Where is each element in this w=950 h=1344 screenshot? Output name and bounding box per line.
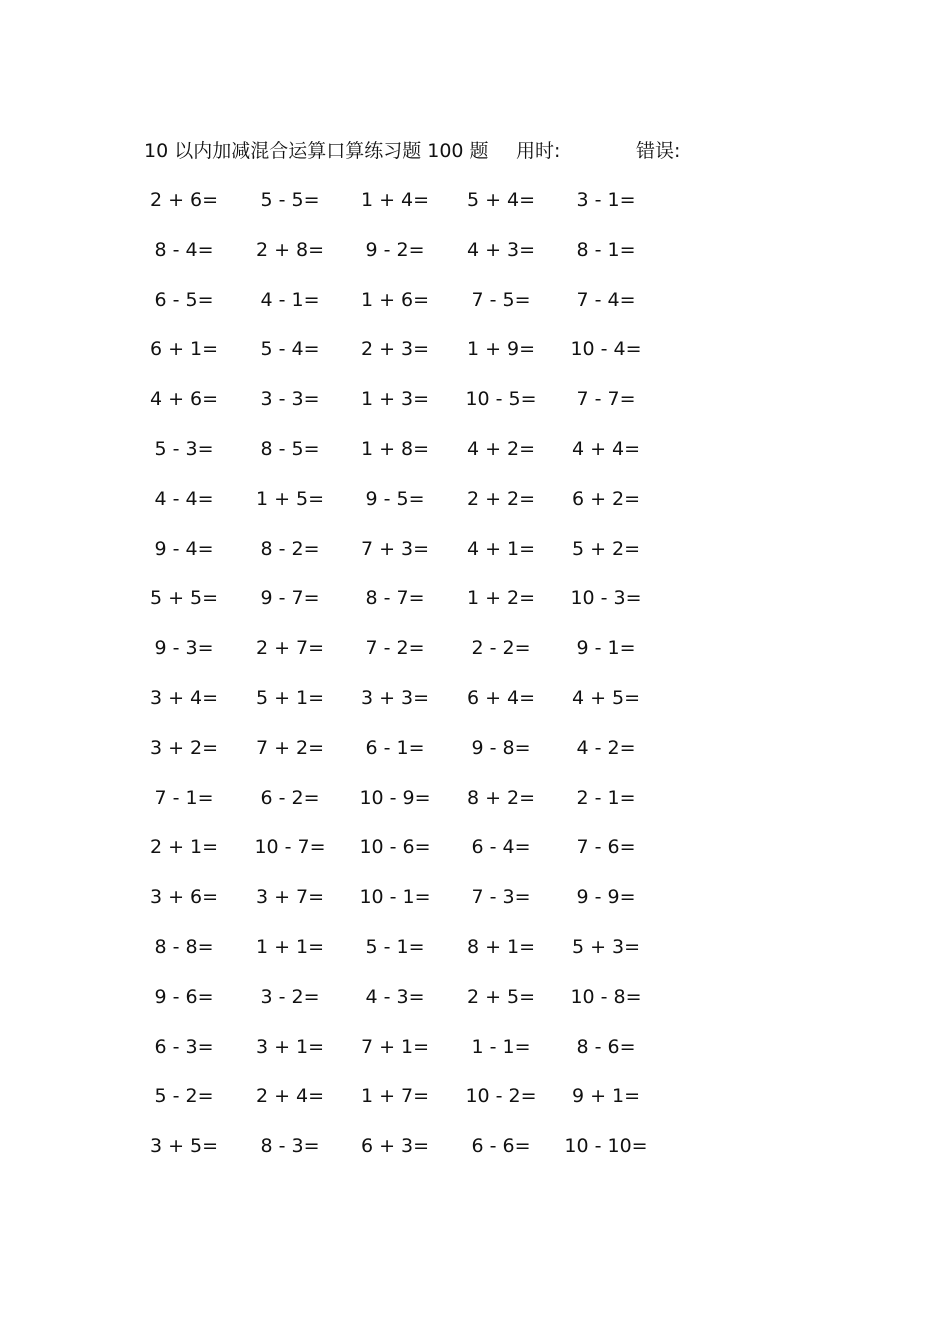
problem-row bbox=[0, 683, 950, 733]
math-problem: 9 - 6= bbox=[154, 985, 214, 1008]
math-problem: 10 - 2= bbox=[465, 1085, 537, 1108]
math-problem: 2 + 1= bbox=[149, 836, 219, 859]
math-problem: 10 - 10= bbox=[564, 1135, 648, 1158]
math-problem: 8 - 1= bbox=[576, 238, 636, 261]
math-problem: 7 - 1= bbox=[154, 786, 214, 809]
math-problem: 5 + 3= bbox=[571, 935, 641, 958]
math-problem: 9 - 4= bbox=[154, 537, 214, 560]
math-problem: 6 + 4= bbox=[466, 686, 536, 709]
math-problem: 2 + 7= bbox=[255, 637, 325, 660]
math-problem: 8 - 6= bbox=[576, 1035, 636, 1058]
math-problem: 8 - 7= bbox=[365, 587, 425, 610]
math-problem: 4 - 3= bbox=[365, 985, 425, 1008]
math-problem: 10 - 7= bbox=[254, 836, 326, 859]
worksheet-header bbox=[0, 136, 950, 166]
math-problem: 3 + 1= bbox=[255, 1035, 325, 1058]
math-problem: 3 - 1= bbox=[576, 189, 636, 211]
math-problem: 5 - 3= bbox=[154, 437, 214, 460]
math-problem: 1 + 2= bbox=[466, 587, 536, 610]
problem-row bbox=[0, 484, 950, 534]
math-problem: 7 - 7= bbox=[576, 388, 636, 411]
math-problem: 3 + 7= bbox=[255, 886, 325, 909]
errors-label: 错误: bbox=[636, 140, 681, 162]
math-problem: 7 - 3= bbox=[471, 886, 531, 909]
problem-row bbox=[0, 235, 950, 285]
math-problem: 2 + 2= bbox=[466, 487, 536, 510]
problem-row bbox=[0, 1032, 950, 1082]
math-problem: 1 + 3= bbox=[360, 388, 430, 411]
math-problem: 9 - 9= bbox=[576, 886, 636, 909]
math-problem: 5 + 1= bbox=[255, 686, 325, 709]
problem-row bbox=[0, 783, 950, 833]
math-problem: 2 + 5= bbox=[466, 985, 536, 1008]
math-problem: 6 - 1= bbox=[365, 736, 425, 759]
problem-row bbox=[0, 1081, 950, 1131]
math-problem: 4 + 1= bbox=[466, 537, 536, 560]
math-problem: 2 + 8= bbox=[255, 238, 325, 261]
math-problem: 9 - 3= bbox=[154, 637, 214, 660]
math-problem: 6 - 6= bbox=[471, 1135, 531, 1158]
problem-row bbox=[0, 285, 950, 335]
math-problem: 7 - 6= bbox=[576, 836, 636, 859]
problem-row bbox=[0, 384, 950, 434]
problem-row bbox=[0, 185, 950, 235]
math-problem: 7 + 3= bbox=[360, 537, 430, 560]
math-problem: 8 - 2= bbox=[260, 537, 320, 560]
math-problem: 3 + 4= bbox=[149, 686, 219, 709]
math-problem: 6 + 1= bbox=[149, 338, 219, 361]
math-problem: 6 + 3= bbox=[360, 1135, 430, 1158]
math-problem: 9 - 1= bbox=[576, 637, 636, 660]
math-problem: 8 - 8= bbox=[154, 935, 214, 958]
time-used-label: 用时: bbox=[516, 140, 561, 162]
math-problem: 10 - 4= bbox=[570, 338, 642, 361]
math-problem: 5 - 2= bbox=[154, 1085, 214, 1108]
problem-row bbox=[0, 534, 950, 584]
math-problem: 5 + 5= bbox=[149, 587, 219, 610]
math-problem: 5 + 2= bbox=[571, 537, 641, 560]
problem-row bbox=[0, 832, 950, 882]
math-problem: 9 - 5= bbox=[365, 487, 425, 510]
math-problem: 9 - 7= bbox=[260, 587, 320, 610]
math-problem: 2 - 2= bbox=[471, 637, 531, 660]
worksheet-title: 10 以内加减混合运算口算练习题 100 题 bbox=[144, 140, 489, 162]
math-problem: 4 + 2= bbox=[466, 437, 536, 460]
math-problem: 4 + 3= bbox=[466, 238, 536, 261]
math-problem: 4 + 5= bbox=[571, 686, 641, 709]
math-problem: 9 - 2= bbox=[365, 238, 425, 261]
math-problem: 8 - 4= bbox=[154, 238, 214, 261]
math-problem: 1 + 7= bbox=[360, 1085, 430, 1108]
math-problem: 4 + 4= bbox=[571, 437, 641, 460]
math-problem: 1 + 5= bbox=[255, 487, 325, 510]
math-problem: 1 + 8= bbox=[360, 437, 430, 460]
math-problem: 5 + 4= bbox=[466, 189, 536, 211]
math-problem: 2 + 4= bbox=[255, 1085, 325, 1108]
math-problem: 1 + 9= bbox=[466, 338, 536, 361]
math-problem: 10 - 6= bbox=[359, 836, 431, 859]
math-problem: 6 - 2= bbox=[260, 786, 320, 809]
math-problem: 5 - 5= bbox=[260, 189, 320, 211]
math-problem: 5 - 1= bbox=[365, 935, 425, 958]
math-problem: 1 + 4= bbox=[360, 189, 430, 211]
math-problem: 8 + 2= bbox=[466, 786, 536, 809]
problem-row bbox=[0, 434, 950, 484]
math-problem: 7 - 5= bbox=[471, 288, 531, 311]
math-problem: 6 + 2= bbox=[571, 487, 641, 510]
problem-row bbox=[0, 882, 950, 932]
problem-row bbox=[0, 733, 950, 783]
problem-row bbox=[0, 633, 950, 683]
math-problem: 4 - 4= bbox=[154, 487, 214, 510]
math-problem: 3 + 2= bbox=[149, 736, 219, 759]
math-problem: 2 + 6= bbox=[149, 189, 219, 211]
math-problem: 4 + 6= bbox=[149, 388, 219, 411]
math-problem: 3 - 3= bbox=[260, 388, 320, 411]
math-problem: 10 - 5= bbox=[465, 388, 537, 411]
problem-row bbox=[0, 982, 950, 1032]
problem-row bbox=[0, 1131, 950, 1181]
math-problem: 7 + 1= bbox=[360, 1035, 430, 1058]
math-problem: 3 + 5= bbox=[149, 1135, 219, 1158]
math-problem: 6 - 4= bbox=[471, 836, 531, 859]
math-problem: 10 - 3= bbox=[570, 587, 642, 610]
math-problem: 10 - 8= bbox=[570, 985, 642, 1008]
math-problem: 3 - 2= bbox=[260, 985, 320, 1008]
math-problem: 7 - 2= bbox=[365, 637, 425, 660]
math-problem: 7 + 2= bbox=[255, 736, 325, 759]
problem-row bbox=[0, 334, 950, 384]
math-problem: 1 + 6= bbox=[360, 288, 430, 311]
math-problem: 3 + 3= bbox=[360, 686, 430, 709]
math-problem: 10 - 9= bbox=[359, 786, 431, 809]
math-problem: 5 - 4= bbox=[260, 338, 320, 361]
math-problem: 9 + 1= bbox=[571, 1085, 641, 1108]
math-problem: 8 - 3= bbox=[260, 1135, 320, 1158]
problem-grid bbox=[0, 185, 950, 1181]
math-problem: 1 + 1= bbox=[255, 935, 325, 958]
math-problem: 3 + 6= bbox=[149, 886, 219, 909]
math-problem: 7 - 4= bbox=[576, 288, 636, 311]
math-problem: 6 - 3= bbox=[154, 1035, 214, 1058]
math-problem: 4 - 1= bbox=[260, 288, 320, 311]
math-problem: 10 - 1= bbox=[359, 886, 431, 909]
math-problem: 9 - 8= bbox=[471, 736, 531, 759]
math-problem: 8 + 1= bbox=[466, 935, 536, 958]
problem-row bbox=[0, 583, 950, 633]
math-problem: 1 - 1= bbox=[471, 1035, 531, 1058]
math-problem: 4 - 2= bbox=[576, 736, 636, 759]
problem-row bbox=[0, 932, 950, 982]
math-problem: 2 - 1= bbox=[576, 786, 636, 809]
math-problem: 6 - 5= bbox=[154, 288, 214, 311]
math-problem: 2 + 3= bbox=[360, 338, 430, 361]
math-problem: 8 - 5= bbox=[260, 437, 320, 460]
